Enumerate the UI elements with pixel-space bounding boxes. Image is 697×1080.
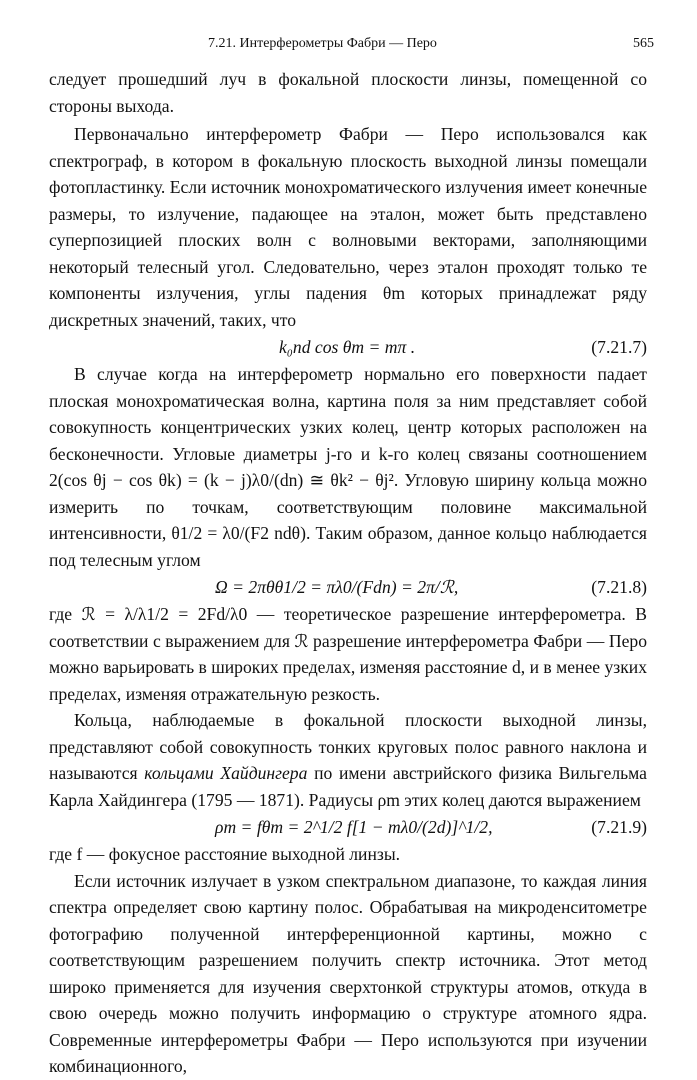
text-run: Кольца, наблюдаемые в фокальной плоскости выходной линзы, представляют собой совокупность тонких круговых полос равного наклона и называются [49, 710, 647, 783]
section-title: 7.21. Интерферометры Фабри — Перо [208, 36, 437, 51]
text-run: по имени австрийского физика Вильгельма Карла Хайдингера (1795 — 1871). Радиусы ρm этих колец даются выражением [49, 763, 647, 810]
paragraph-resolution: где ℛ = λ/λ1/2 = 2Fd/λ0 — теоретическое разрешение интерферометра. В соответствии с выражением для ℛ разрешение интерферометра Фабри — Перо можно варьировать в широких пределах, изменяя расстояние d, и в менее узких пределах, изменяя отражательную резкость. [49, 604, 647, 704]
equation-number: (7.21.9) [591, 817, 647, 837]
equation-number: (7.21.8) [591, 577, 647, 597]
paragraph-focal-length: где f — фокусное расстояние выходной линзы. [49, 844, 401, 864]
equation-7-21-7 [49, 333, 647, 361]
paragraph-rings: В случае когда на интерферометр нормально его поверхности падает плоская монохроматическая волна, картина поля за ним представляет собой совокупность концентрических узких колец, центр которых расположен на бесконечности. Угловые диаметры j-го и k-го колец связаны соотношением 2(cos θj − cos θk) = (k − j)λ0/(dn) ≅ θk² − θj². Угловую ширину кольца можно измерить по точкам, соответствующим половине максимальной интенсивности, θ1/2 = λ0/(F2 ndθ). Таким образом, данное кольцо наблюдается под телесным углом [49, 364, 647, 570]
equation-formula: Ω = 2πθθ1/2 = πλ0/(Fdn) = 2π/ℛ, [215, 577, 459, 597]
equation-formula: ρm = fθm = 2^1/2 f[1 − mλ0/(2d)]^1/2, [215, 817, 493, 837]
text-body [49, 66, 647, 1080]
equation-number: (7.21.7) [591, 337, 647, 357]
equation-7-21-8 [49, 573, 647, 601]
paragraph-haidinger [49, 707, 647, 813]
paragraph-continuation: следует прошедший луч в фокальной плоскости линзы, помещенной со стороны выхода. [49, 69, 647, 116]
equation-formula: k₀nd cos θm = mπ . [279, 337, 416, 357]
equation-7-21-9 [49, 813, 647, 841]
page-number: 565 [633, 36, 654, 51]
term-haidinger-rings: кольцами Хайдингера [144, 763, 308, 783]
running-header [0, 36, 697, 56]
paragraph-applications: Если источник излучает в узком спектральном диапазоне, то каждая линия спектра определяет свою картину полос. Обрабатывая на микроденситометре фотографию полученной интерференционной картины, можно с соответствующим разрешением получить спектр источника. Этот метод широко применяется для изучения сверхтонкой структуры атомов, откуда в свою очередь можно получить информацию о структуре атомного ядра. Современные интерферометры Фабри — Перо используются при изучении комбинационного, [49, 870, 647, 1076]
paragraph-spectrograph: Первоначально интерферометр Фабри — Перо использовался как спектрограф, в котором в фокальную плоскость выходной линзы помещали фотопластинку. Если источник монохроматического излучения имеет конечные размеры, то излучение, падающее на эталон, может быть представлено суперпозицией плоских волн с волновыми векторами, заполняющими некоторый телесный угол. Следовательно, через эталон проходят только те компоненты излучения, углы падения θm которых принадлежат ряду дискретных значений, таких, что [49, 124, 647, 330]
